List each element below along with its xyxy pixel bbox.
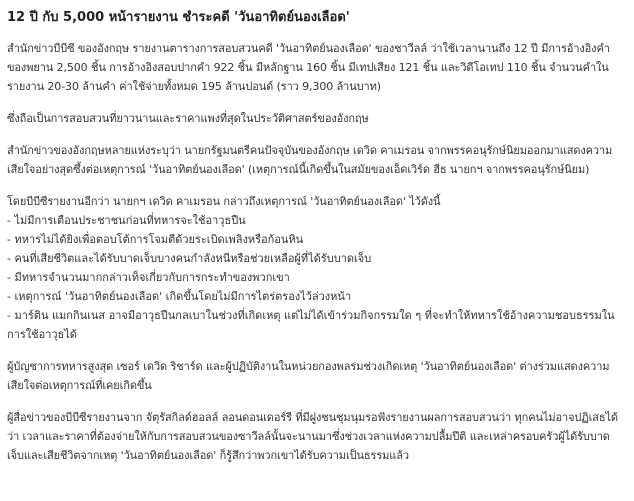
list-item: - คนที่เสียชีวิตและได้รับบาดเจ็บบางคนกำลังหนีหรือช่วยเหลือผู้ที่ได้รับบาดเจ็บ xyxy=(7,252,372,265)
paragraph-inquiry-stats: สำนักข่าวบีบีซี ของอังกฤษ รายงานตารางการสอบสวนคดี 'วันอาทิตย์นองเลือด' ของชาวีลล์ ว่าใช้เวลานานถึง 12 ปี มีการอ้างอิงคำของพยาน 2,500 ชิ้น การอ้างอิงสอบปากคำ 922 ชิ้น มีหลักฐาน 160 ชิ้น มีเทปเสียง 121 ชิ้น และวิดีโอเทป 110 ชิ้น จำนวนคำในรายงาน 20-30 ล้านคำ ค่าใช้จ่ายทั้งหมด 195 ล้านปอนด์ (ราว 9,300 ล้านบาท) xyxy=(7,42,610,93)
list-item: - ทหารไม่ได้ยิงเพื่อตอบโต้การโจมตีด้วยระเบิดเพลิงหรือก้อนหิน xyxy=(7,233,304,246)
list-item: - มาร์ติน แมกกินเนส อาจมีอาวุธปืนกลเบาในช่วงที่เกิดเหตุ แต่ไม่ได้เข้าร่วมกิจกรรมใด ๆ ที่จะทำให้ทหารใช้อ้างความชอบธรรมในการใช้อาวุธได้ xyxy=(7,309,615,341)
findings-section xyxy=(7,192,620,344)
findings-list xyxy=(7,211,620,344)
list-item: - มีทหารจำนวนมากกล่าวเท็จเกี่ยวกับการกระทำของพวกเขา xyxy=(7,271,290,284)
list-item: - ไม่มีการเตือนประชาชนก่อนที่ทหารจะใช้อาวุธปืน xyxy=(7,214,246,227)
article-title: 12 ปี กับ 5,000 หน้ารายงาน ชำระคดี 'วันอาทิตย์นองเลือด' xyxy=(7,10,350,25)
paragraph-crowd-reaction: ผู้สื่อข่าวของบีบีซีรายงานจาก จัตุรัสกิลด์ฮอลล์ ลอนดอนเดอร์รี ที่มีฝูงชนชุมนุมรอฟังรายงานผลการสอบสวนว่า ทุกคนไม่อาจปฏิเสธได้ว่า เวลาและราคาที่ต้องจ่ายให้กับการสอบสวนของซาวีลล์นั้นจะนานมาซึ่งช่วงเวลาแห่งความปลื้มปีติ และเหล่าครอบครัวผู้ได้รับบาดเจ็บและเสียชีวิตจากเหตุ 'วันอาทิตย์นองเลือด' ก็รู้สึกว่าพวกเขาได้รับความเป็นธรรมแล้ว xyxy=(7,411,618,462)
list-item: - เหตุการณ์ 'วันอาทิตย์นองเลือด' เกิดขึ้นโดยไม่มีการไตร่ตรองไว้ล่วงหน้า xyxy=(7,290,352,303)
paragraph-longest-inquiry: ซึ่งถือเป็นการสอบสวนที่ยาวนานและราคาแพงที่สุดในประวัติศาสตร์ของอังกฤษ xyxy=(7,112,369,125)
paragraph-pm-apology: สำนักข่าวของอังกฤษหลายแห่งระบุว่า นายกรัฐมนตรีคนปัจจุบันของอังกฤษ เดวิด คาเมรอน จากพรรคอนุรักษ์นิยมออกมาแสดงความเสียใจอย่างสุดซึ้งต่อเหตุการณ์ 'วันอาทิตย์นองเลือด' (เหตุการณ์นี้เกิดขึ้นในสมัยของเอ็ดเวิร์ด ฮีธ นายกฯ จากพรรคอนุรักษ์นิยม) xyxy=(7,144,613,176)
paragraph-findings-intro: โดยบีบีซีรายงานอีกว่า นายกฯ เดวิด คาเมรอน กล่าวถึงเหตุการณ์ 'วันอาทิตย์นองเลือด' ไว้ดังนี้ xyxy=(7,195,441,208)
paragraph-military-regret: ผู้บัญชาการทหารสูงสุด เซอร์ เดวิด ริชาร์ด และผู้ปฏิบัติงานในหน่วยกองพลร่มช่วงเกิดเหตุ 'วันอาทิตย์นองเลือด' ต่างร่วมแสดงความเสียใจต่อเหตุการณ์ที่เคยเกิดขึ้น xyxy=(7,360,610,392)
